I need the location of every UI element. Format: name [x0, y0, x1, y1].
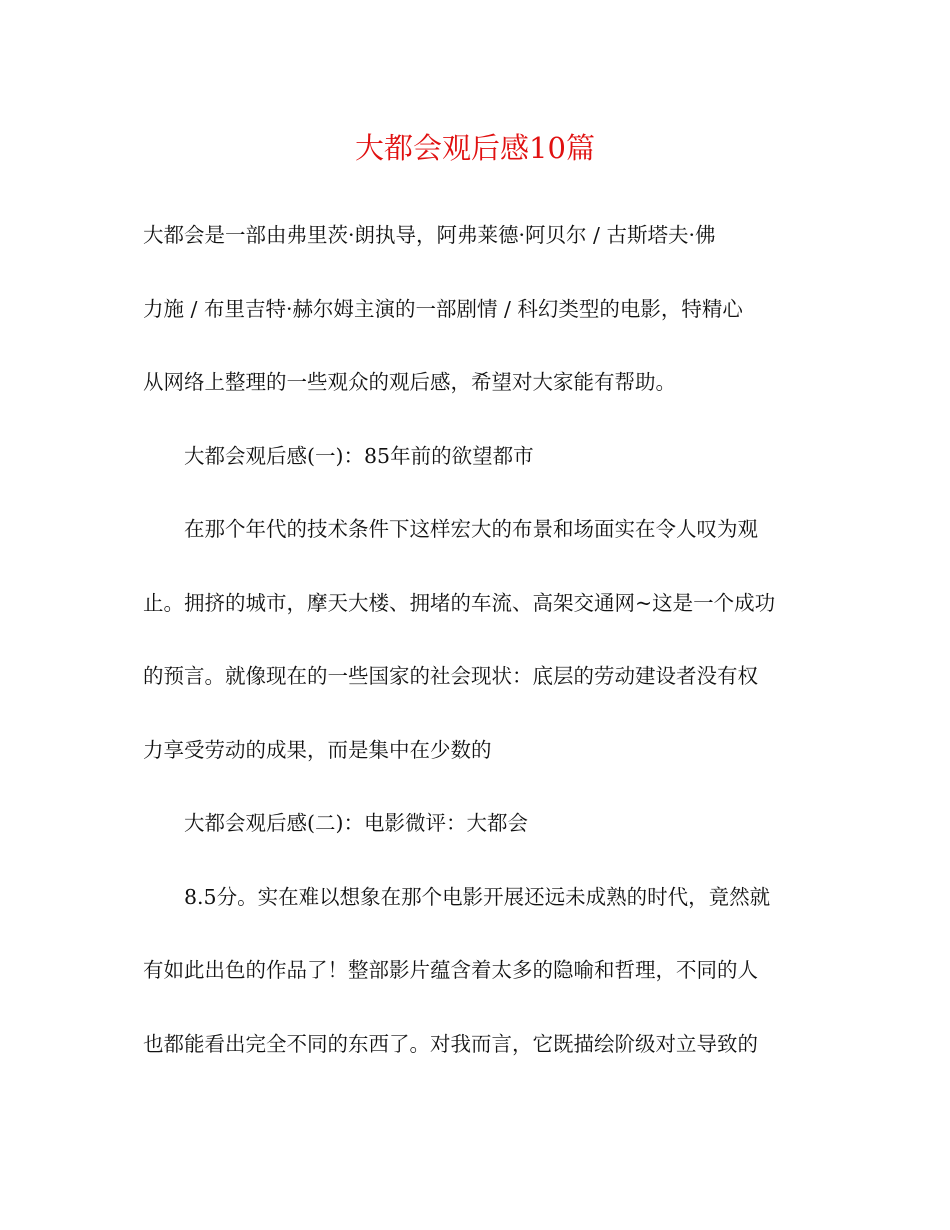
text-line: 止。拥挤的城市，摩天大楼、拥堵的车流、高架交通网~这是一个成功 [143, 590, 776, 615]
text-line: 大都会是一部由弗里茨·朗执导，阿弗莱德·阿贝尔 / 古斯塔夫·佛 [143, 223, 716, 247]
text-line: 有如此出色的作品了！整部影片蕴含着太多的隐喻和哲理，不同的人 [143, 958, 758, 982]
text-line: 8.5分。实在难以想象在那个电影开展还远未成熟的时代，竟然就 [184, 884, 771, 909]
document-body [143, 212, 823, 1094]
text-line: 在那个年代的技术条件下这样宏大的布景和场面实在令人叹为观 [184, 517, 758, 541]
document-title: 大都会观后感10篇 [355, 131, 595, 165]
text-line: 也都能看出完全不同的东西了。对我而言，它既描绘阶级对立导致的 [143, 1031, 758, 1056]
text-line: 从网络上整理的一些观众的观后感，希望对大家能有帮助。 [143, 370, 676, 394]
section-heading: 大都会观后感(一)：85年前的欲望都市 [184, 443, 534, 468]
text-line: 力享受劳动的成果，而是集中在少数的 [143, 737, 492, 762]
text-line: 的预言。就像现在的一些国家的社会现状：底层的劳动建设者没有权 [143, 664, 758, 688]
text-line: 力施 / 布里吉特·赫尔姆主演的一部剧情 / 科幻类型的电影，特精心 [143, 296, 743, 321]
section-heading: 大都会观后感(二)：电影微评：大都会 [184, 811, 528, 835]
